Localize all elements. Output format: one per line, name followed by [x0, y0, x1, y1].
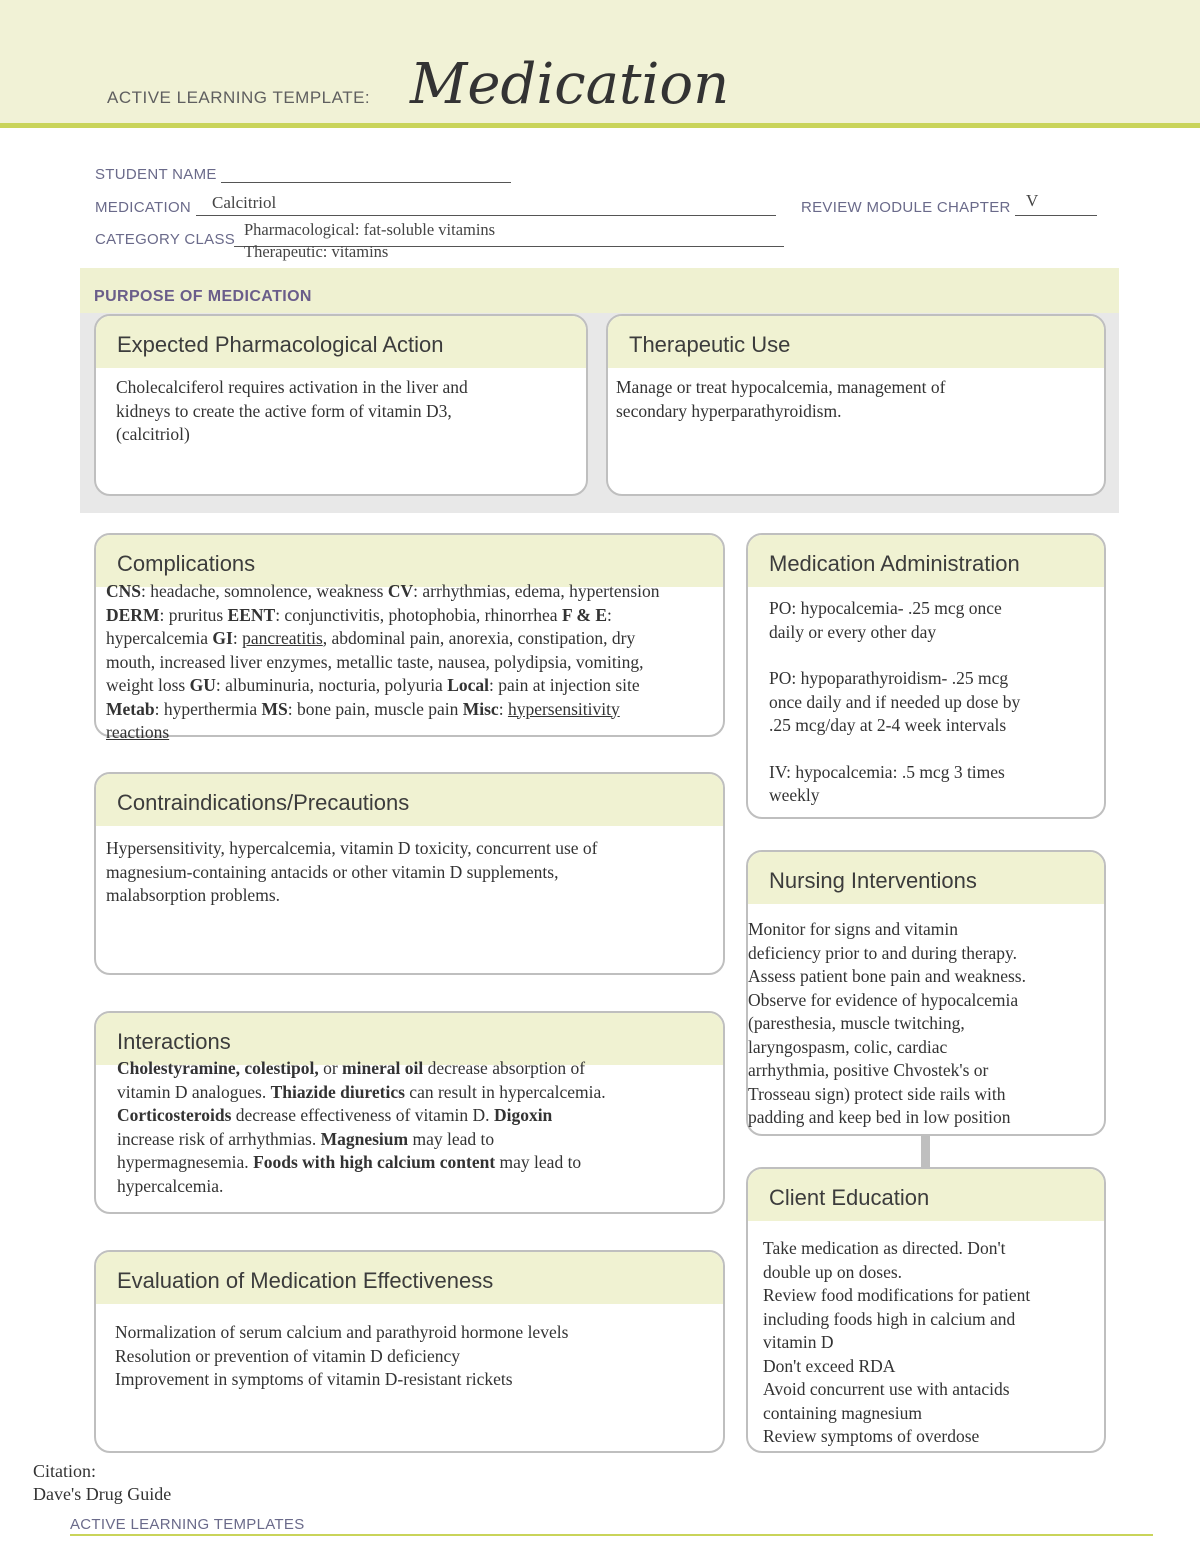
bold-term: mineral oil [342, 1058, 424, 1078]
bold-term: Cholestyramine, colestipol, [117, 1058, 319, 1078]
purpose-label: PURPOSE OF MEDICATION [94, 288, 312, 305]
text-span: : conjunctivitis, photophobia, rhinorrhea [275, 604, 562, 625]
bold-term: Corticosteroids [117, 1105, 232, 1125]
text-line: Trosseau sign) protect side rails with [748, 1083, 1006, 1104]
text-line [106, 604, 766, 628]
hypersensitivity-text: hypersensitivity [507, 698, 620, 719]
text-line: arrhythmia, positive Chvostek's or [748, 1060, 989, 1080]
text-span: : bone pain, muscle pain [287, 698, 463, 719]
review-module-value: V [1026, 191, 1039, 210]
box-connector [921, 1135, 930, 1167]
nursing-title: Nursing Interventions [769, 868, 977, 893]
text-line: padding and keep bed in low position [748, 1107, 1011, 1127]
text-line: Take medication as directed. Don't [763, 1238, 1006, 1258]
text-line: kidneys to create the active form of vitamin D3, [116, 400, 452, 421]
text-span: vitamin D analogues. [117, 1081, 271, 1102]
reactions-text: reactions [106, 722, 170, 742]
evaluation-title: Evaluation of Medication Effectiveness [117, 1268, 494, 1293]
text-line: Assess patient bone pain and weakness. [748, 966, 1026, 986]
therapeutic-use-text [616, 376, 945, 423]
text-line [117, 1128, 606, 1152]
text-line: magnesium-containing antacids or other vitamin D supplements, [106, 861, 559, 882]
text-line: malabsorption problems. [106, 885, 281, 905]
text-line: Cholecalciferol requires activation in the liver and [116, 377, 468, 397]
text-line: vitamin D [763, 1332, 834, 1352]
nursing-box [746, 850, 1106, 1136]
text-span: weight loss [106, 675, 190, 695]
text-span: hypercalcemia [106, 628, 213, 648]
medication-field [95, 199, 776, 216]
cv-label: CV [387, 581, 414, 601]
therapeutic-use-title: Therapeutic Use [629, 332, 791, 357]
text-line: Don't exceed RDA [763, 1355, 896, 1376]
administration-title: Medication Administration [769, 551, 1020, 576]
pancreatitis-text: pancreatitis [242, 628, 323, 648]
text-span: may lead to [495, 1152, 582, 1172]
complications-text [106, 580, 766, 745]
text-line: Hypersensitivity, hypercalcemia, vitamin D toxicity, concurrent use of [106, 838, 598, 858]
text-line: secondary hyperparathyroidism. [616, 400, 842, 421]
expected-action-text [116, 376, 468, 447]
text-line: Normalization of serum calcium and parathyroid hormone levels [115, 1322, 569, 1342]
expected-action-title: Expected Pharmacological Action [117, 332, 444, 357]
text-span: : albuminuria, nocturia, polyuria [215, 675, 448, 695]
gu-label: GU [189, 675, 216, 695]
expected-action-box [94, 314, 588, 496]
bold-term: Thiazide diuretics [270, 1081, 405, 1102]
footer-label: ACTIVE LEARNING TEMPLATES [70, 1516, 305, 1533]
text-span: may lead to [408, 1128, 495, 1149]
text-line: daily or every other day [769, 621, 937, 642]
text-line [106, 698, 766, 722]
category-class-field [95, 231, 235, 248]
derm-label: DERM [106, 604, 160, 625]
text-span: : [232, 628, 243, 648]
cns-label: CNS [106, 581, 142, 601]
complications-box [94, 533, 725, 742]
footer-rule [70, 1534, 1153, 1536]
text-line: mouth, increased liver enzymes, metallic taste, nausea, polydipsia, vomiting, [106, 651, 644, 672]
eent-label: EENT [227, 604, 276, 625]
review-module-label: REVIEW MODULE CHAPTER [801, 199, 1011, 216]
page-title: Medication [410, 52, 730, 117]
misc-label: Misc [462, 698, 499, 719]
text-span: decrease absorption of [423, 1058, 586, 1078]
education-box [746, 1167, 1106, 1453]
text-span: decrease effectiveness of vitamin D. [231, 1105, 494, 1125]
text-span: : pruritus [159, 604, 228, 625]
text-span: : hyperthermia [154, 698, 262, 719]
fe-label: F & E [561, 604, 607, 625]
text-line: (calcitriol) [116, 424, 190, 444]
text-line: Improvement in symptoms of vitamin D-resistant rickets [115, 1369, 513, 1389]
therapeutic-use-box [606, 314, 1106, 496]
text-span: : [607, 604, 612, 625]
contraindications-box [94, 772, 725, 975]
text-line: double up on doses. [763, 1261, 903, 1282]
category-class-pharmacological: Pharmacological: fat-soluble vitamins [244, 220, 496, 239]
review-module-field [801, 199, 1097, 216]
ms-label: MS [261, 698, 288, 719]
administration-box [746, 533, 1106, 819]
bold-term: Foods with high calcium content [253, 1152, 496, 1172]
student-name-field [95, 166, 511, 183]
text-line: weekly [769, 785, 820, 805]
text-span: or [318, 1058, 343, 1078]
text-line [117, 1104, 606, 1128]
local-label: Local [447, 675, 490, 695]
category-class-values [244, 219, 495, 263]
citation-source: Dave's Drug Guide [33, 1484, 172, 1504]
text-span: increase risk of arrhythmias. [117, 1128, 321, 1149]
text-line: once daily and if needed up dose by [769, 691, 1021, 712]
text-line: PO: hypocalcemia- .25 mcg once [769, 598, 1002, 618]
text-span: can result in hypercalcemia. [404, 1081, 606, 1102]
text-line: Review symptoms of overdose [763, 1426, 980, 1446]
text-line: Monitor for signs and vitamin [748, 919, 958, 939]
education-title: Client Education [769, 1185, 930, 1210]
gi-label: GI [212, 628, 233, 648]
evaluation-box [94, 1250, 725, 1453]
student-name-line[interactable] [221, 169, 511, 183]
text-line [117, 1081, 606, 1105]
text-line: deficiency prior to and during therapy. [748, 942, 1018, 963]
category-class-therapeutic: Therapeutic: vitamins [244, 242, 389, 261]
student-name-label: STUDENT NAME [95, 166, 217, 183]
text-span: : headache, somnolence, weakness [141, 581, 388, 601]
text-line: Observe for evidence of hypocalcemia [748, 989, 1019, 1010]
text-line: .25 mcg/day at 2-4 week intervals [769, 715, 1007, 735]
interactions-title: Interactions [117, 1029, 231, 1054]
bold-term: Magnesium [320, 1128, 409, 1149]
text-line [117, 1151, 606, 1175]
text-line [106, 580, 766, 604]
evaluation-text [115, 1321, 568, 1392]
education-text [763, 1237, 1030, 1449]
header-rule [0, 123, 1200, 128]
citation [33, 1460, 171, 1506]
text-line [117, 1057, 606, 1081]
text-line: Manage or treat hypocalcemia, management of [616, 377, 946, 397]
text-span: : arrhythmias, edema, hypertension [413, 581, 660, 601]
contraindications-title: Contraindications/Precautions [117, 790, 410, 815]
text-line [106, 674, 766, 698]
text-line: including foods high in calcium and [763, 1308, 1016, 1329]
template-label: ACTIVE LEARNING TEMPLATE: [107, 88, 371, 107]
text-span: : [498, 698, 508, 719]
text-line: PO: hypoparathyroidism- .25 mcg [769, 668, 1009, 688]
metab-label: Metab [106, 698, 155, 719]
text-line: Review food modifications for patient [763, 1285, 1031, 1305]
interactions-text [117, 1057, 606, 1198]
text-line: containing magnesium [763, 1402, 922, 1423]
complications-title: Complications [117, 551, 256, 576]
text-line [106, 721, 766, 745]
text-line: (paresthesia, muscle twitching, [748, 1013, 965, 1033]
medication-label: MEDICATION [95, 199, 192, 216]
text-line: laryngospasm, colic, cardiac [748, 1036, 948, 1057]
text-line: IV: hypocalcemia: .5 mcg 3 times [769, 761, 1005, 782]
citation-label: Citation: [33, 1461, 96, 1481]
medication-line[interactable] [196, 202, 776, 216]
text-line [106, 627, 766, 651]
interactions-box [94, 1011, 725, 1214]
contraindications-text [106, 837, 597, 908]
category-class-label: CATEGORY CLASS [95, 231, 236, 248]
administration-text [769, 597, 1020, 808]
text-span: , abdominal pain, anorexia, constipation, dry [322, 628, 636, 648]
text-span: hypermagnesemia. [117, 1152, 254, 1172]
nursing-text [748, 918, 1026, 1130]
text-line: Resolution or prevention of vitamin D deficiency [115, 1345, 461, 1366]
bold-term: Digoxin [493, 1105, 553, 1125]
medication-value: Calcitriol [212, 193, 277, 212]
text-span: : pain at injection site [489, 675, 640, 695]
text-line: Avoid concurrent use with antacids [763, 1379, 1010, 1399]
text-line: hypercalcemia. [117, 1175, 224, 1196]
